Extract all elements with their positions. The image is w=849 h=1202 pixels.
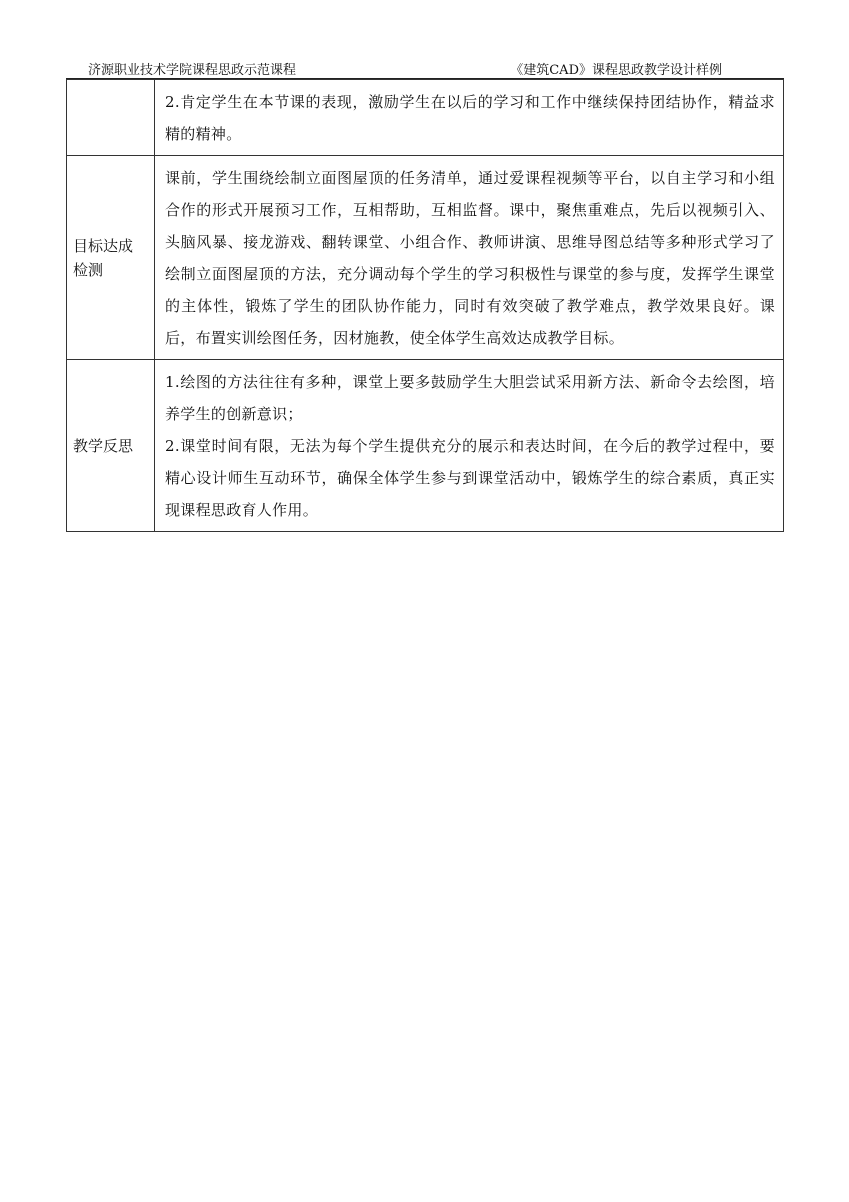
table-row [67, 80, 784, 156]
table-row [67, 156, 784, 360]
row-label: 目标达成检测 [67, 156, 155, 360]
paragraph: 2.课堂时间有限，无法为每个学生提供充分的展示和表达时间，在今后的教学过程中，要精心设计师生互动环节，确保全体学生参与到课堂活动中，锻炼学生的综合素质，真正实现课程思政育人作用。 [165, 437, 775, 519]
header-institution: 济源职业技术学院课程思政示范课程 [88, 63, 297, 78]
row-content [155, 156, 784, 360]
paragraph: 课前，学生围绕绘制立面图屋顶的任务清单，通过爱课程视频等平台，以自主学习和小组合作的形式开展预习工作，互相帮助，互相监督。课中，聚焦重难点，先后以视频引入、头脑风暴、接龙游戏、翻转课堂、小组合作、教师讲演、思维导图总结等多种形式学习了绘制立面图屋顶的方法，充分调动每个学生的学习积极性与课堂的参与度，发挥学生课堂的主体性，锻炼了学生的团队协作能力，同时有效突破了教学难点，教学效果良好。课后，布置实训绘图任务，因材施教，使全体学生高效达成教学目标。 [165, 169, 775, 347]
paragraph: 2.肯定学生在本节课的表现，激励学生在以后的学习和工作中继续保持团结协作，精益求精的精神。 [165, 93, 775, 143]
row-label: 教学反思 [67, 360, 155, 532]
header-course-title: 《建筑CAD》课程思政教学设计样例 [510, 63, 722, 78]
paragraph: 1.绘图的方法往往有多种，课堂上要多鼓励学生大胆尝试采用新方法、新命令去绘图，培养学生的创新意识； [165, 373, 775, 423]
page-header [66, 58, 784, 79]
teaching-design-table [66, 79, 784, 532]
table-row [67, 360, 784, 532]
row-content [155, 80, 784, 156]
row-label [67, 80, 155, 156]
row-content [155, 360, 784, 532]
